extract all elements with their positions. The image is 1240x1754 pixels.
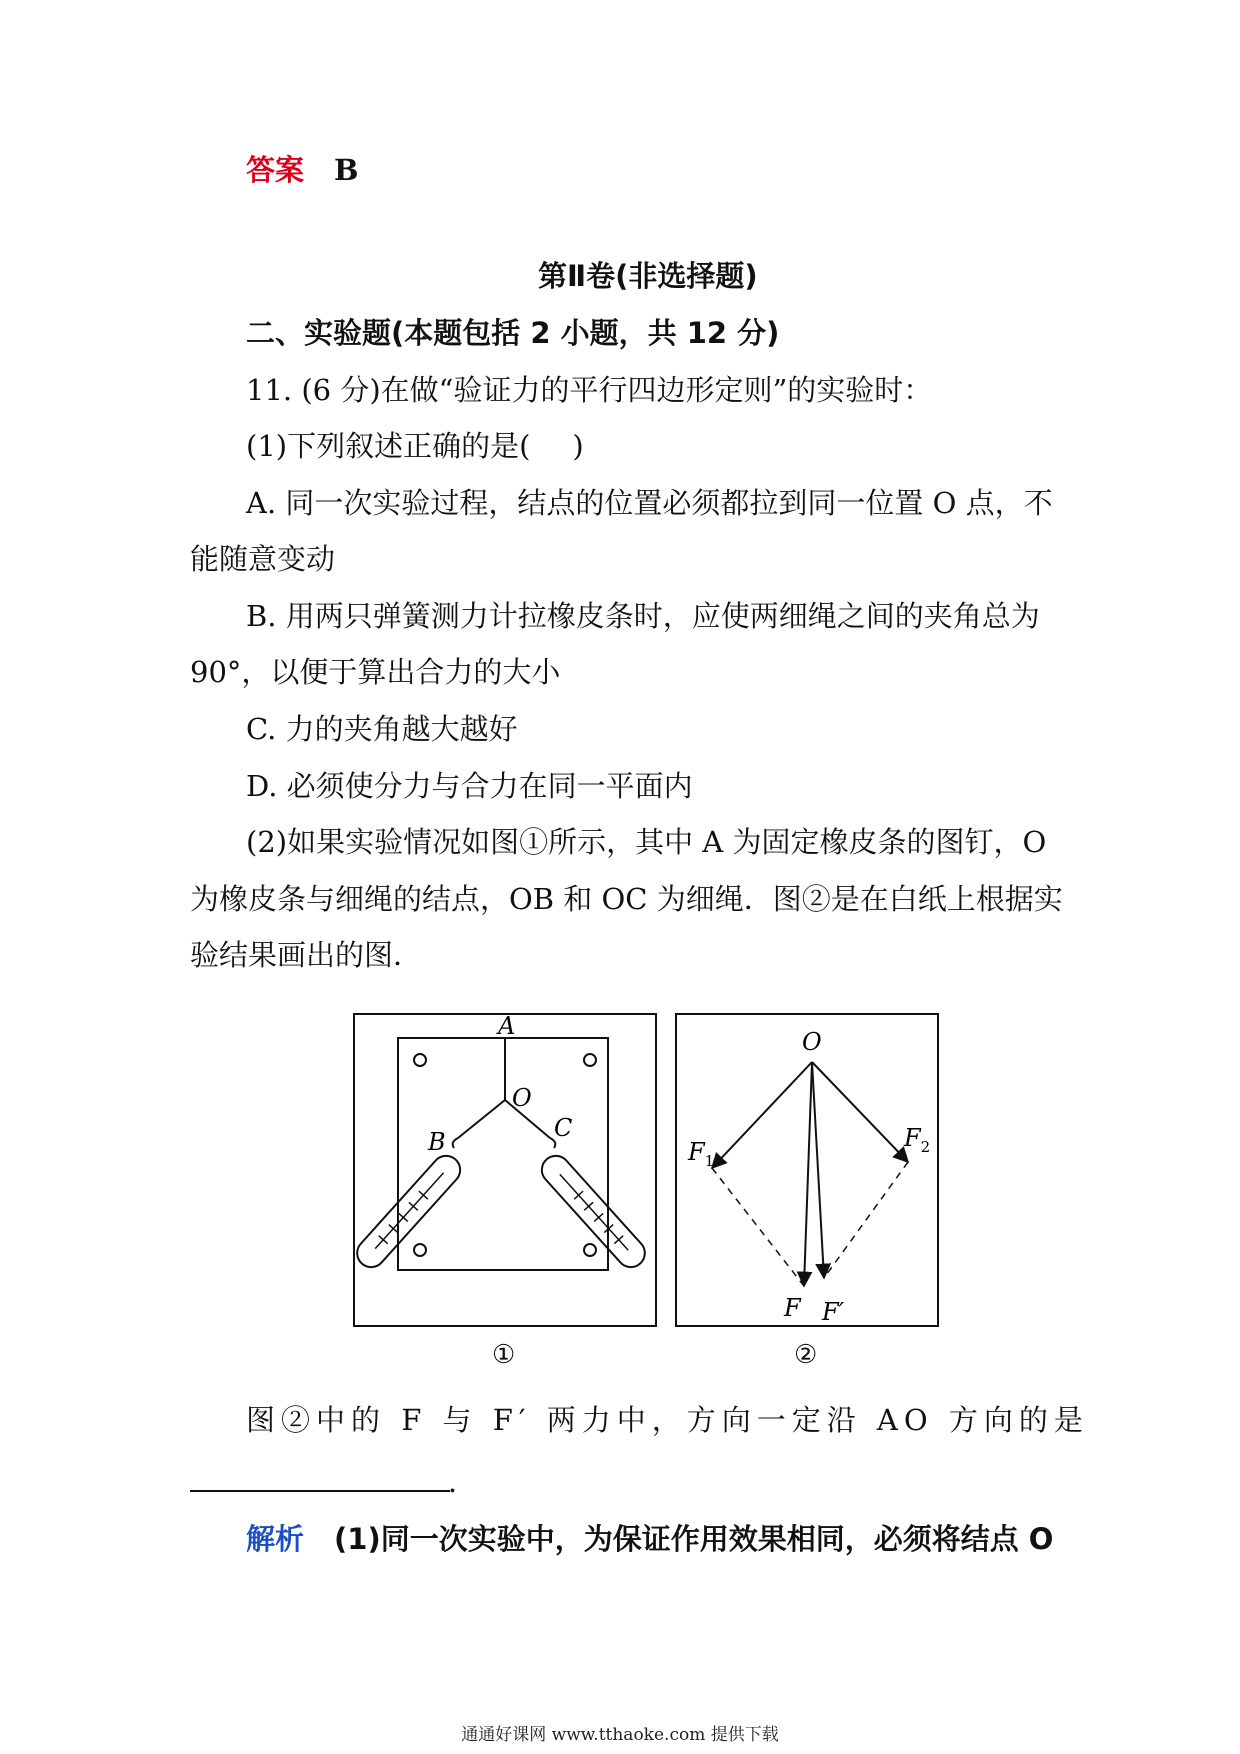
page-footer: 通通好课网 www.tthaoke.com 提供下载 — [461, 1725, 779, 1745]
fill-question-end: ． — [448, 1465, 478, 1499]
answer-line — [246, 150, 359, 190]
label-c: C — [554, 1114, 573, 1142]
figure-2-frame — [676, 1014, 938, 1326]
vector-f-prime — [812, 1062, 824, 1278]
vector-f2 — [812, 1062, 908, 1162]
sub-question-1-prefix: (1)下列叙述正确的是( — [246, 429, 531, 463]
option-b-line1: B. 用两只弹簧测力计拉橡皮条时，应使两细绳之间的夹角总为 — [246, 599, 1040, 633]
pin-hole-top-right — [584, 1054, 596, 1066]
part-heading: 二、实验题(本题包括 2 小题，共 12 分) — [246, 316, 780, 350]
option-d: D. 必须使分力与合力在同一平面内 — [246, 769, 693, 803]
dashed-side-left — [712, 1168, 804, 1286]
sub-question-2-line2: 为橡皮条与细绳的结点，OB 和 OC 为细绳．图②是在白纸上根据实 — [190, 882, 1063, 916]
sub-question-1-suffix: ) — [572, 429, 584, 463]
figure-2-caption: ② — [794, 1340, 818, 1370]
label-f1: $F_1$ — [688, 1138, 715, 1170]
dashed-side-right — [824, 1162, 908, 1278]
hook-b — [453, 1138, 458, 1148]
sub-question-2-line3: 验结果画出的图． — [190, 938, 423, 972]
label-f: F — [784, 1294, 801, 1322]
option-a-line2: 能随意变动 — [190, 542, 336, 576]
sub-question-2-line1: (2)如果实验情况如图①所示，其中 A 为固定橡皮条的图钉，O — [246, 825, 1047, 859]
option-b-line2: 90°，以便于算出合力的大小 — [190, 655, 561, 689]
vector-f — [804, 1062, 812, 1286]
figure-1-diagram — [350, 1010, 660, 1330]
pin-hole-bottom-left — [414, 1244, 426, 1256]
analysis-line — [246, 1519, 1053, 1559]
label-o: O — [512, 1084, 532, 1112]
analysis-text: (1)同一次实验中，为保证作用效果相同，必须将结点 O — [334, 1522, 1054, 1556]
spring-scale-left — [351, 1150, 465, 1273]
question-stem: 11. (6 分)在做“验证力的平行四边形定则”的实验时： — [246, 373, 933, 407]
option-a-line1: A. 同一次实验过程，结点的位置必须都拉到同一位置 O 点，不 — [246, 486, 1053, 520]
label-a: A — [498, 1012, 516, 1040]
label-f2: $F_2$ — [904, 1124, 931, 1156]
figure-1-caption: ① — [492, 1340, 516, 1370]
sub-question-1 — [246, 426, 584, 466]
string-ob — [458, 1100, 505, 1138]
label-o2: O — [802, 1028, 822, 1056]
fill-answer-line[interactable] — [190, 1490, 450, 1492]
label-f-prime: F′ — [822, 1298, 845, 1326]
answer-value: B — [334, 153, 359, 187]
label-b: B — [428, 1128, 446, 1156]
vector-f1 — [712, 1062, 812, 1168]
analysis-label: 解析 — [246, 1522, 305, 1556]
figure-2-diagram — [672, 1010, 942, 1330]
answer-label: 答案 — [246, 153, 305, 187]
fill-question: 图②中的 F 与 F′ 两力中，方向一定沿 AO 方向的是 — [246, 1403, 1089, 1437]
pin-hole-bottom-right — [584, 1244, 596, 1256]
section-title: 第Ⅱ卷(非选择题) — [538, 259, 758, 293]
option-c: C. 力的夹角越大越好 — [246, 712, 518, 746]
pin-hole-top-left — [414, 1054, 426, 1066]
